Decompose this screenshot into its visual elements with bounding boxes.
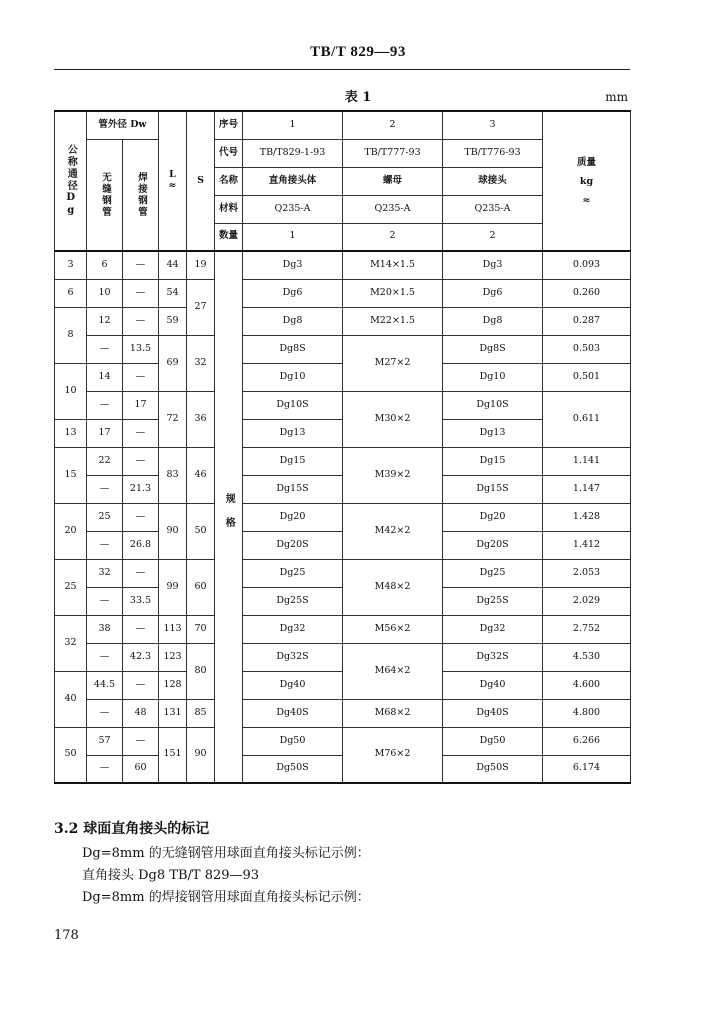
cell-part-1: Dg40 [243, 671, 343, 699]
welded-header: 焊接钢管 [123, 139, 159, 251]
part-2-material: Q235-A [343, 195, 443, 223]
cell-L: 151 [159, 727, 187, 783]
cell-S: 70 [187, 615, 215, 643]
table-row [55, 643, 631, 671]
cell-part-3: Dg10S [443, 391, 543, 419]
cell-seamless: 12 [87, 307, 123, 335]
table-row [55, 475, 631, 503]
cell-part-3: Dg40S [443, 699, 543, 727]
cell-dg: 13 [55, 419, 87, 447]
cell-part-1: Dg32 [243, 615, 343, 643]
cell-part-1: Dg6 [243, 279, 343, 307]
cell-part-1: Dg15S [243, 475, 343, 503]
cell-welded: — [123, 671, 159, 699]
part-1-material: Q235-A [243, 195, 343, 223]
cell-welded: 21.3 [123, 475, 159, 503]
cell-part-3: Dg20S [443, 531, 543, 559]
cell-part-1: Dg13 [243, 419, 343, 447]
cell-part-2: M20×1.5 [343, 279, 443, 307]
cell-seamless: 17 [87, 419, 123, 447]
cell-dg: 8 [55, 307, 87, 363]
cell-S: 80 [187, 643, 215, 699]
cell-L: 99 [159, 559, 187, 615]
seamless-header: 无缝钢管 [87, 139, 123, 251]
cell-part-3: Dg6 [443, 279, 543, 307]
table-row [55, 391, 631, 419]
cell-part-1: Dg10S [243, 391, 343, 419]
part-2-qty: 2 [343, 223, 443, 251]
cell-seamless: 44.5 [87, 671, 123, 699]
table-title: 表 1 [344, 90, 372, 105]
table-row [55, 531, 631, 559]
cell-L: 83 [159, 447, 187, 503]
cell-mass: 1.141 [543, 447, 631, 475]
table-row [55, 755, 631, 783]
part-2-name: 螺母 [343, 167, 443, 195]
section-line-1: Dg=8mm 的无缝钢管用球面直角接头标记示例： [82, 846, 370, 861]
cell-part-1: Dg40S [243, 699, 343, 727]
mass-header: 质量 kg ≈ [543, 111, 631, 251]
cell-part-1: Dg20 [243, 503, 343, 531]
cell-mass: 2.053 [543, 559, 631, 587]
cell-part-1: Dg15 [243, 447, 343, 475]
name-label: 名称 [215, 167, 243, 195]
cell-welded: — [123, 279, 159, 307]
cell-mass: 2.752 [543, 615, 631, 643]
cell-welded: 17 [123, 391, 159, 419]
part-3-seq: 3 [443, 111, 543, 139]
cell-S: 60 [187, 559, 215, 615]
cell-part-3: Dg40 [443, 671, 543, 699]
cell-part-1: Dg20S [243, 531, 343, 559]
cell-S: 50 [187, 503, 215, 559]
table-row [55, 587, 631, 615]
cell-part-2: M42×2 [343, 503, 443, 559]
cell-welded: 26.8 [123, 531, 159, 559]
part-3-name: 球接头 [443, 167, 543, 195]
cell-welded: 13.5 [123, 335, 159, 363]
table-row [55, 335, 631, 363]
cell-L: 128 [159, 671, 187, 699]
cell-mass: 1.412 [543, 531, 631, 559]
section-line-3: Dg=8mm 的焊接钢管用球面直角接头标记示例： [82, 890, 370, 905]
cell-seamless: — [87, 699, 123, 727]
cell-part-3: Dg10 [443, 363, 543, 391]
cell-welded: 48 [123, 699, 159, 727]
cell-welded: — [123, 307, 159, 335]
cell-S: 19 [187, 251, 215, 279]
table-row [55, 615, 631, 643]
cell-mass: 6.174 [543, 755, 631, 783]
cell-mass: 0.501 [543, 363, 631, 391]
table-row [55, 727, 631, 755]
cell-seamless: — [87, 755, 123, 783]
material-label: 材料 [215, 195, 243, 223]
table-row [55, 307, 631, 335]
table-row [55, 503, 631, 531]
cell-part-1: Dg8S [243, 335, 343, 363]
cell-part-3: Dg25 [443, 559, 543, 587]
cell-welded: — [123, 503, 159, 531]
cell-part-3: Dg15S [443, 475, 543, 503]
document-code-header: TB/T 829—93 [310, 44, 406, 60]
part-1-name: 直角接头体 [243, 167, 343, 195]
cell-L: 90 [159, 503, 187, 559]
part-1-seq: 1 [243, 111, 343, 139]
cell-L: 123 [159, 643, 187, 671]
part-3-code: TB/T776-93 [443, 139, 543, 167]
cell-part-1: Dg25 [243, 559, 343, 587]
cell-L: 69 [159, 335, 187, 391]
cell-welded: — [123, 559, 159, 587]
cell-mass: 0.093 [543, 251, 631, 279]
cell-S: 27 [187, 279, 215, 335]
cell-seamless: — [87, 391, 123, 419]
cell-S: 46 [187, 447, 215, 503]
cell-part-2: M64×2 [343, 643, 443, 699]
L-header: L ≈ [159, 111, 187, 251]
code-label: 代号 [215, 139, 243, 167]
part-2-code: TB/T777-93 [343, 139, 443, 167]
dimensions-table [54, 110, 631, 784]
dw-header: 管外径 Dw [87, 111, 159, 139]
table-row [55, 363, 631, 391]
cell-part-2: M56×2 [343, 615, 443, 643]
table-row [55, 671, 631, 699]
page-number: 178 [54, 928, 79, 943]
cell-L: 131 [159, 699, 187, 727]
cell-L: 113 [159, 615, 187, 643]
table-row [55, 699, 631, 727]
cell-part-3: Dg8 [443, 307, 543, 335]
table-row [55, 559, 631, 587]
cell-seamless: — [87, 531, 123, 559]
cell-L: 44 [159, 251, 187, 279]
cell-dg: 25 [55, 559, 87, 615]
cell-S: 36 [187, 391, 215, 447]
section-heading: 3.2 球面直角接头的标记 [54, 821, 210, 837]
seq-label: 序号 [215, 111, 243, 139]
cell-part-2: M14×1.5 [343, 251, 443, 279]
cell-dg: 15 [55, 447, 87, 503]
cell-mass: 4.530 [543, 643, 631, 671]
cell-part-3: Dg32S [443, 643, 543, 671]
cell-part-3: Dg25S [443, 587, 543, 615]
cell-seamless: 32 [87, 559, 123, 587]
cell-part-2: M27×2 [343, 335, 443, 391]
cell-part-3: Dg15 [443, 447, 543, 475]
header-row-seq [55, 111, 631, 139]
part-3-qty: 2 [443, 223, 543, 251]
cell-mass: 2.029 [543, 587, 631, 615]
cell-welded: — [123, 615, 159, 643]
cell-welded: 33.5 [123, 587, 159, 615]
cell-seamless: 6 [87, 251, 123, 279]
cell-L: 59 [159, 307, 187, 335]
cell-part-3: Dg3 [443, 251, 543, 279]
cell-part-3: Dg50 [443, 727, 543, 755]
cell-mass: 1.147 [543, 475, 631, 503]
cell-part-2: M22×1.5 [343, 307, 443, 335]
cell-part-1: Dg10 [243, 363, 343, 391]
part-3-material: Q235-A [443, 195, 543, 223]
cell-seamless: 57 [87, 727, 123, 755]
section-line-2: 直角接头 Dg8 TB/T 829—93 [82, 868, 260, 883]
cell-part-3: Dg50S [443, 755, 543, 783]
cell-seamless: — [87, 475, 123, 503]
cell-S: 90 [187, 727, 215, 783]
cell-mass: 0.287 [543, 307, 631, 335]
cell-part-1: Dg8 [243, 307, 343, 335]
cell-part-2: M30×2 [343, 391, 443, 447]
qty-label: 数量 [215, 223, 243, 251]
cell-mass: 6.266 [543, 727, 631, 755]
cell-welded: 42.3 [123, 643, 159, 671]
cell-dg: 6 [55, 279, 87, 307]
cell-part-3: Dg32 [443, 615, 543, 643]
header-rule [54, 69, 630, 70]
cell-welded: — [123, 727, 159, 755]
cell-welded: — [123, 447, 159, 475]
cell-dg: 40 [55, 671, 87, 727]
cell-part-3: Dg20 [443, 503, 543, 531]
table-row [55, 447, 631, 475]
cell-seamless: — [87, 335, 123, 363]
cell-part-1: Dg3 [243, 251, 343, 279]
cell-part-3: Dg13 [443, 419, 543, 447]
cell-seamless: — [87, 643, 123, 671]
cell-seamless: 14 [87, 363, 123, 391]
cell-welded: 60 [123, 755, 159, 783]
cell-seamless: 25 [87, 503, 123, 531]
cell-L: 72 [159, 391, 187, 447]
cell-mass: 4.800 [543, 699, 631, 727]
cell-welded: — [123, 251, 159, 279]
table-row [55, 251, 631, 279]
cell-part-2: M68×2 [343, 699, 443, 727]
spec-label-cell: 规格 [215, 251, 243, 783]
S-header: S [187, 111, 215, 251]
part-1-code: TB/T829-1-93 [243, 139, 343, 167]
cell-seamless: 38 [87, 615, 123, 643]
cell-part-2: M39×2 [343, 447, 443, 503]
cell-mass: 1.428 [543, 503, 631, 531]
part-2-seq: 2 [343, 111, 443, 139]
cell-seamless: — [87, 587, 123, 615]
cell-dg: 10 [55, 363, 87, 419]
cell-part-1: Dg25S [243, 587, 343, 615]
cell-dg: 20 [55, 503, 87, 559]
cell-part-3: Dg8S [443, 335, 543, 363]
cell-dg: 3 [55, 251, 87, 279]
cell-S: 85 [187, 699, 215, 727]
cell-seamless: 22 [87, 447, 123, 475]
cell-S: 32 [187, 335, 215, 391]
cell-L: 54 [159, 279, 187, 307]
cell-mass: 4.600 [543, 671, 631, 699]
cell-dg: 32 [55, 615, 87, 671]
cell-part-1: Dg50S [243, 755, 343, 783]
cell-mass: 0.503 [543, 335, 631, 363]
cell-seamless: 10 [87, 279, 123, 307]
table-row [55, 279, 631, 307]
cell-part-1: Dg32S [243, 643, 343, 671]
dg-header: 公称通径Dg [55, 111, 87, 251]
cell-welded: — [123, 419, 159, 447]
cell-mass: 0.611 [543, 391, 631, 447]
cell-part-2: M48×2 [343, 559, 443, 615]
cell-mass: 0.260 [543, 279, 631, 307]
cell-part-1: Dg50 [243, 727, 343, 755]
part-1-qty: 1 [243, 223, 343, 251]
cell-dg: 50 [55, 727, 87, 783]
cell-welded: — [123, 363, 159, 391]
cell-part-2: M76×2 [343, 727, 443, 783]
table-unit: mm [605, 90, 628, 104]
